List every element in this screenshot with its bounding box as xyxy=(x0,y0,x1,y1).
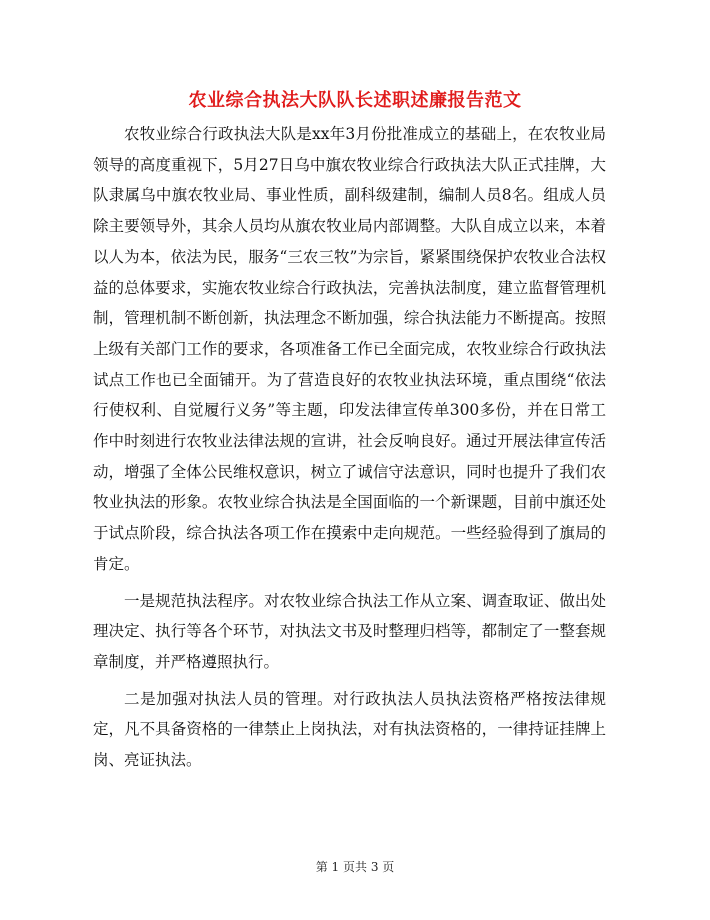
document-body xyxy=(93,119,606,782)
body-paragraph-2: 一是规范执法程序。对农牧业综合执法工作从立案、调查取证、做出处理决定、执行等各个环节，对执法文书及时整理归档等，都制定了一整套规章制度，并严格遵照执行。 xyxy=(93,591,606,671)
body-paragraph-3: 二是加强对执法人员的管理。对行政执法人员执法资格严格按法律规定，凡不具备资格的一律禁止上岗执法，对有执法资格的，一律持证挂牌上岗、亮证执法。 xyxy=(93,689,606,770)
document-title: 农业综合执法大队队长述职述廉报告范文 xyxy=(188,90,522,111)
page-footer: 第 1 页共 3 页 xyxy=(315,860,395,874)
body-paragraph-1: 农牧业综合行政执法大队是xx年3月份批准成立的基础上，在农牧业局领导的高度重视下，5月27日乌中旗农牧业综合行政执法大队正式挂牌，大队隶属乌中旗农牧业局、事业性质，副科级建制，编制人员8名。组成人员除主要领导外，其余人员均从旗农牧业局内部调整。大队自成立以来，本着以人为本，依法为民，服务“三农三牧”为宗旨，紧紧围绕保护农牧业合法权益的总体要求，实施农牧业综合行政执法，完善执法制度，建立监督管理机制，管理机制不断创新，执法理念不断加强，综合执法能力不断提高。按照上级有关部门工作的要求，各项准备工作已全面完成，农牧业综合行政执法试点工作也已全面铺开。为了营造良好的农牧业执法环境，重点围绕“依法行使权利、自觉履行义务”等主题，印发法律宣传单300多份，并在日常工作中时刻进行农牧业法律法规的宣讲，社会反响良好。通过开展法律宣传活动，增强了全体公民维权意识，树立了诚信守法意识，同时也提升了我们农牧业执法的形象。农牧业综合执法是全国面临的一个新课题，目前中旗还处于试点阶段，综合执法各项工作在摸索中走向规范。一些经验得到了旗局的肯定。 xyxy=(93,125,606,573)
